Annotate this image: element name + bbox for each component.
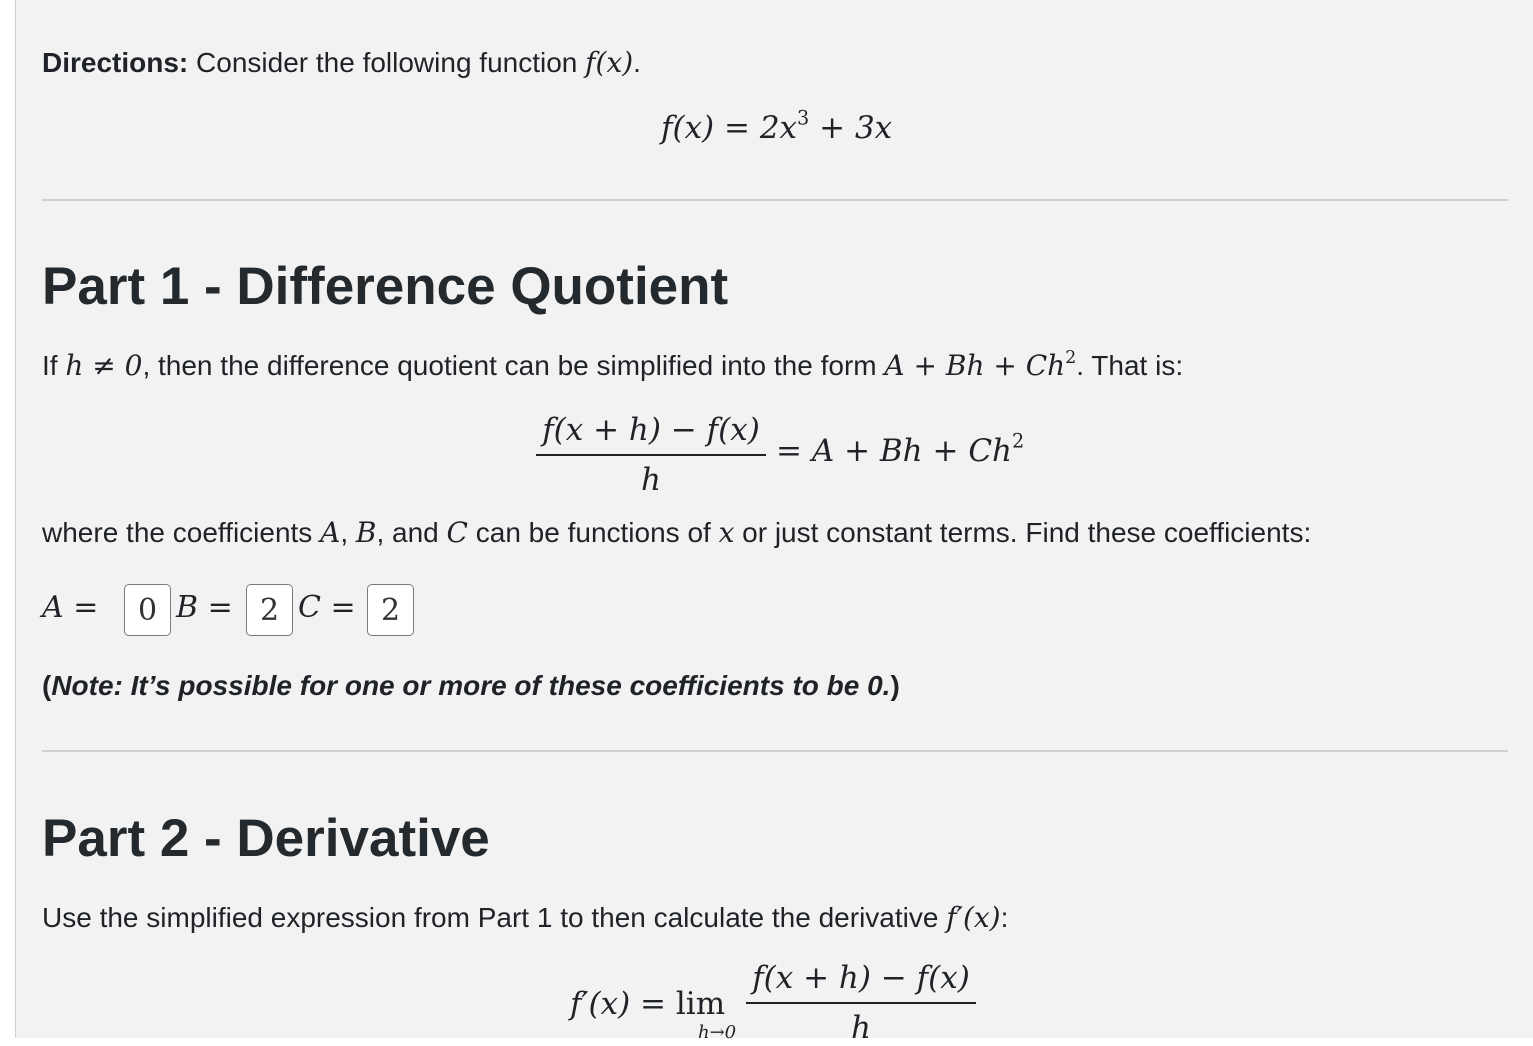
part2-heading: Part 2 - Derivative xyxy=(42,809,490,868)
derivative-lhs: f′(x) = lim xyxy=(570,986,726,1022)
function-display: $f(x) = 2x^3 + 3x$ xyxy=(661,106,893,146)
function-inline: f(x) xyxy=(585,46,634,79)
fraction-numerator: f(x + h) − f(x) xyxy=(536,412,766,456)
difference-quotient-rhs: = $A + Bh + Ch^2$ xyxy=(776,429,1025,469)
section-divider xyxy=(42,750,1508,752)
part2-intro: Use the simplified expression from Part 1 to then calculate the derivative f′(x): xyxy=(42,901,1009,934)
fraction-denominator: h xyxy=(641,462,661,498)
directions-label: Directions: xyxy=(42,47,189,78)
answer-c-label: C = xyxy=(298,590,356,625)
answer-b-input[interactable]: 2 xyxy=(246,584,293,636)
worksheet-panel xyxy=(15,0,1533,1046)
answer-c-input[interactable]: 2 xyxy=(367,584,414,636)
answer-a-input[interactable]: 0 xyxy=(124,584,171,636)
answer-a-label: A = xyxy=(42,590,99,625)
part1-heading: Part 1 - Difference Quotient xyxy=(42,257,729,316)
fraction-numerator: f(x + h) − f(x) xyxy=(746,960,976,1004)
answer-b-label: B = xyxy=(176,590,233,625)
part1-intro: If h ≠ 0, then the difference quotient can be simplified into the form $A + Bh + Ch^2$. That is: xyxy=(42,347,1184,382)
limit-subscript: h→0 xyxy=(698,1022,737,1043)
difference-quotient-fraction xyxy=(536,412,766,498)
coefficients-description: where the coefficients A, B, and C can be functions of x or just constant terms. Find these coefficients: xyxy=(42,516,1312,549)
derivative-fraction xyxy=(746,960,976,1046)
directions-text: Directions: Consider the following function f(x). xyxy=(42,46,641,79)
section-divider xyxy=(42,199,1508,201)
limit-operator: lim xyxy=(675,986,726,1022)
fraction-denominator: h xyxy=(851,1010,871,1046)
coefficients-note: (Note: It’s possible for one or more of these coefficients to be 0.) xyxy=(42,670,900,701)
